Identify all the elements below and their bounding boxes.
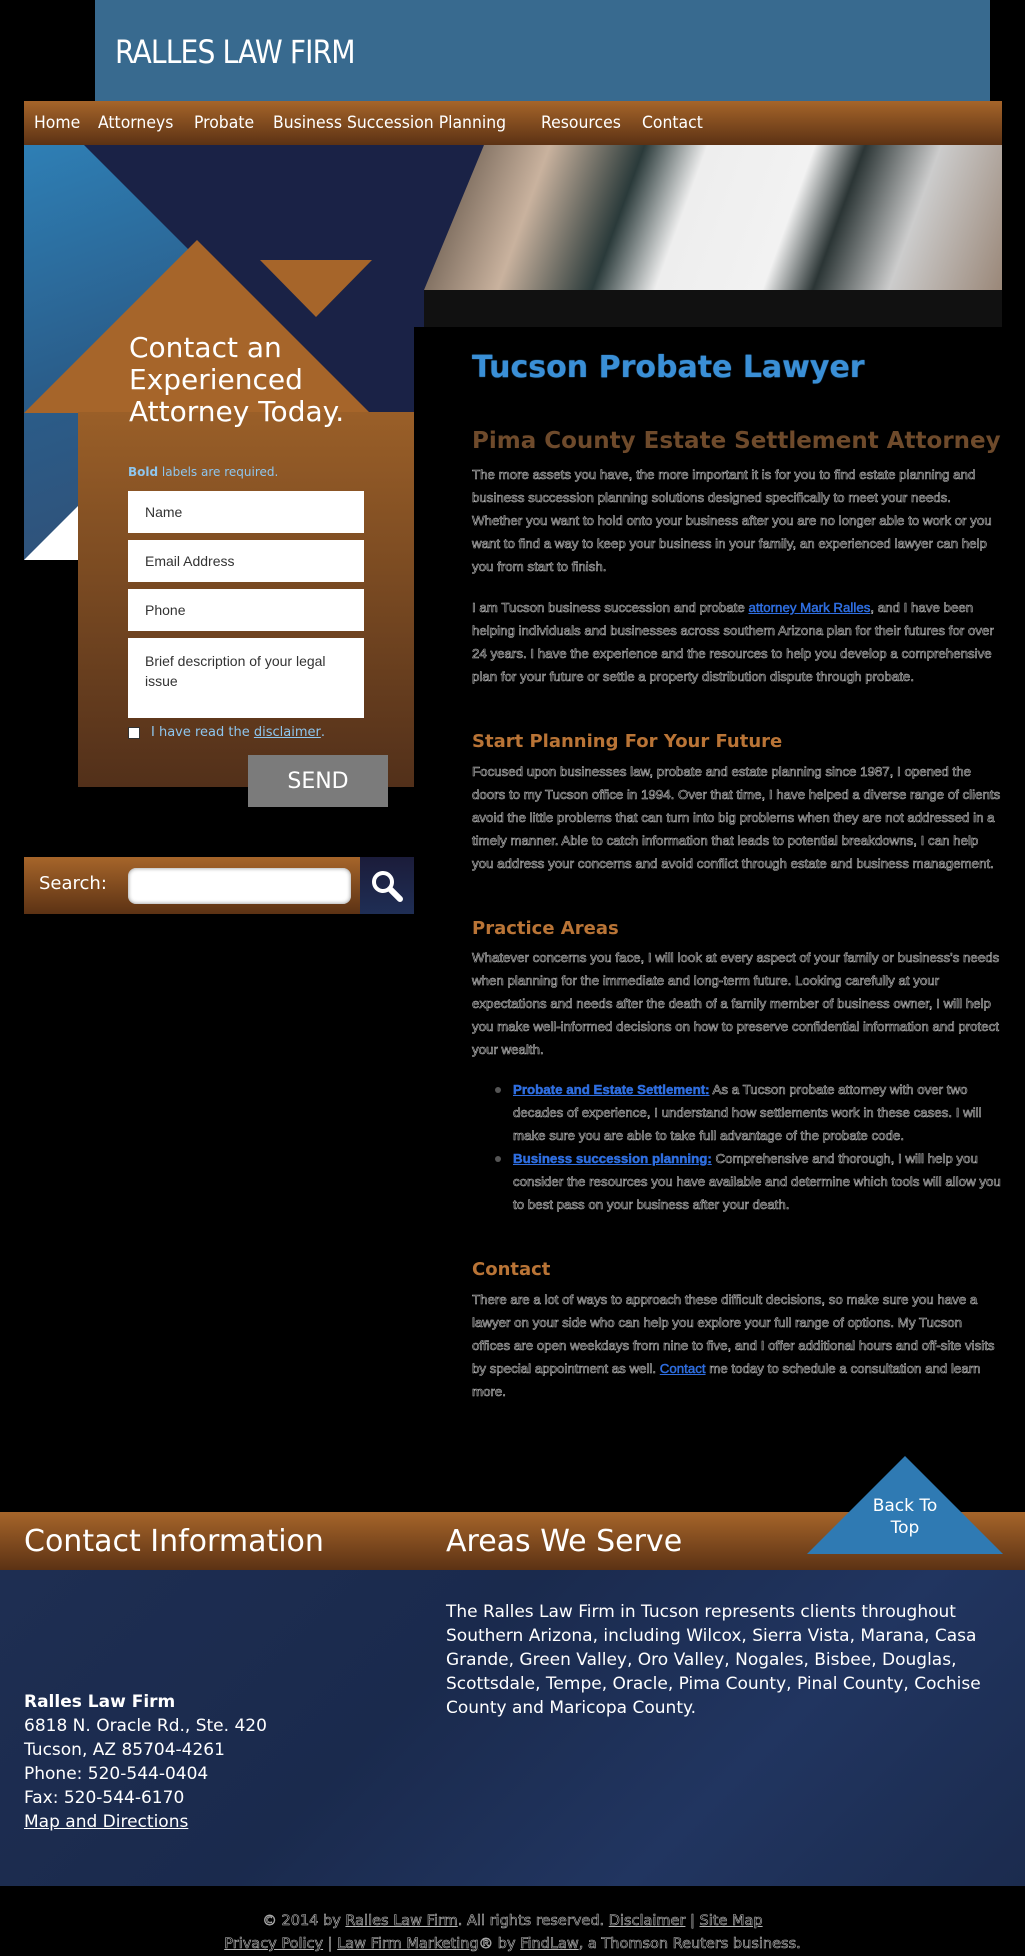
email-field[interactable] [128, 540, 364, 582]
section-heading-contact: Contact [472, 1259, 551, 1280]
fax-number: Fax: 520-544-6170 [24, 1788, 185, 1808]
copyright-suffix: , a Thomson Reuters business. [578, 1936, 801, 1952]
hero-dark-bar [424, 290, 1002, 327]
white-triangle-decor [24, 505, 79, 560]
contact-link[interactable]: Contact [659, 1361, 706, 1376]
disclaimer-checkbox[interactable] [128, 727, 140, 739]
nav-item-business-succession-planning[interactable]: Business Succession Planning [273, 113, 507, 133]
address-line-2: Tucson, AZ 85704-4261 [24, 1740, 225, 1760]
list-item [513, 1078, 1003, 1147]
disclaimer-link[interactable]: disclaimer [253, 725, 321, 740]
search-icon [370, 869, 404, 903]
copyright [0, 1910, 1025, 1956]
list-item [513, 1147, 1003, 1216]
back-to-top-label[interactable]: Back To Top [872, 1496, 938, 1538]
nav-item-resources[interactable]: Resources [540, 113, 621, 133]
email-placeholder: Email Address [145, 553, 235, 569]
about-paragraph [472, 596, 1002, 688]
contact-information-heading: Contact Information [24, 1524, 324, 1559]
by-text: ® by [478, 1936, 521, 1952]
search-button[interactable] [360, 857, 414, 914]
search-input[interactable] [128, 868, 351, 904]
required-bold: Bold [128, 465, 159, 479]
planning-paragraph: Focused upon businesses law, probate and estate planning since 1987, I opened the doors to my Tucson office in 1994. Over that time, I have helped a diverse range of clients avoid the little problems that can turn into big problems when they are not addressed in a timely manner. Able to catch information that leads to potential breakdowns, I can help you address your concerns and avoid conflict through estate and business management. [472, 764, 1001, 871]
hero-photo-documents [424, 145, 1002, 290]
phone-placeholder: Phone [145, 602, 186, 618]
business-succession-planning-link[interactable]: Business succession planning: [513, 1151, 712, 1166]
nav-item-probate[interactable]: Probate [194, 113, 255, 133]
areas-served-text: The Ralles Law Firm in Tucson represents clients throughout Southern Arizona, including Wilcox, Sierra Vista, Marana, Casa Grande, Green Valley, Oro Valley, Nogales, Bisbee, Douglas, Scottsdale, Tempe, Oracle, Pima County, Pinal County, Cochise County and Maricopa County. [446, 1602, 981, 1718]
description-placeholder: Brief description of your legal issue [145, 653, 326, 689]
page-title: Tucson Probate Lawyer [472, 350, 865, 385]
contact-text-pre: There are a lot of ways to approach these difficult decisions, so make sure you have a lawyer on your side who can help you explore your full range of options. My Tucson offices are open weekdays from nine to five, and I offer additional hours and off-site visits by special appointment as well. [472, 1292, 995, 1376]
checkbox-label-prefix: I have read the [151, 725, 250, 740]
separator: | [323, 1936, 338, 1952]
section-heading-practice-areas: Practice Areas [472, 918, 619, 939]
section-heading-planning: Start Planning For Your Future [472, 731, 783, 752]
practice-areas-list [513, 1078, 1003, 1216]
about-text-post: , and I have been helping individuals and businesses across southern Arizona plan for their futures for over 24 years. I have the experience and the resources to help you develop a comprehensive plan for your future or settle a property distribution dispute through probate. [472, 600, 994, 684]
nav-item-contact[interactable]: Contact [641, 113, 703, 133]
name-placeholder: Name [145, 504, 183, 520]
contact-form-title: Contact an Experienced Attorney Today. [129, 331, 345, 428]
nav-item-home[interactable]: Home [34, 113, 81, 133]
about-text-pre: I am Tucson business succession and probate [472, 600, 749, 615]
contact-text-post: me today to schedule a consultation and learn more. [472, 1361, 981, 1399]
required-note [128, 465, 278, 479]
page-subtitle: Pima County Estate Settlement Attorney [472, 428, 1001, 454]
copyright-mid: . All rights reserved. [457, 1913, 609, 1929]
site-title[interactable]: RALLES LAW FIRM [115, 33, 355, 71]
findlaw-link[interactable]: FindLaw [520, 1936, 579, 1952]
areas-we-serve-heading: Areas We Serve [446, 1524, 683, 1559]
list-item-text: Comprehensive and thorough, I will help you consider the resources you have available and determine which tools will allow you to best pass on your business after your death. [513, 1151, 1001, 1212]
firm-name: Ralles Law Firm [24, 1692, 176, 1712]
checkbox-label-suffix: . [320, 725, 326, 740]
probate-estate-settlement-link[interactable]: Probate and Estate Settlement: [513, 1082, 710, 1097]
contact-info-block [24, 1690, 267, 1834]
list-item-text: As a Tucson probate attorney with over two decades of experience, I understand how settlements work in these cases. I will make sure you are able to take full advantage of the probate code. [513, 1082, 982, 1143]
search-label: Search: [39, 873, 107, 894]
contact-paragraph [472, 1288, 1002, 1403]
hero-photo-diagonal [424, 145, 484, 290]
site-map-link[interactable]: Site Map [699, 1913, 763, 1929]
intro-paragraph: The more assets you have, the more important it is for you to find estate planning and business succession planning solutions designed specifically to meet your needs. Whether you want to hold onto your business after you are no longer able to work or you want to find a way to keep your business in your family, an experienced lawyer can help you from start to finish. [472, 467, 992, 574]
phone-field[interactable] [128, 589, 364, 631]
privacy-policy-link[interactable]: Privacy Policy [224, 1936, 324, 1952]
disclaimer-checkbox-row [128, 725, 325, 740]
law-firm-marketing-link[interactable]: Law Firm Marketing [337, 1936, 479, 1952]
main-nav [24, 101, 1002, 145]
name-field[interactable] [128, 491, 364, 533]
firm-link[interactable]: Ralles Law Firm [345, 1913, 458, 1929]
disclaimer-footer-link[interactable]: Disclaimer [608, 1913, 686, 1929]
nav-item-attorneys[interactable]: Attorneys [98, 113, 174, 133]
attorney-mark-ralles-link[interactable]: attorney Mark Ralles [748, 600, 871, 615]
phone-number: Phone: 520-544-0404 [24, 1764, 209, 1784]
copyright-prefix: © 2014 by [262, 1913, 346, 1929]
send-button[interactable]: SEND [248, 755, 388, 807]
address-line-1: 6818 N. Oracle Rd., Ste. 420 [24, 1716, 267, 1736]
required-rest: labels are required. [158, 465, 279, 479]
separator: | [685, 1913, 700, 1929]
map-directions-link[interactable]: Map and Directions [24, 1812, 189, 1832]
practice-areas-paragraph: Whatever concerns you face, I will look at every aspect of your family or business's needs when planning for the immediate and long-term future. Looking carefully at your expectations and needs after the death of a family member of business owner, I will help you make well-informed decisions on how to preserve confidential information and protect your wealth. [472, 950, 1000, 1057]
description-textarea[interactable] [128, 638, 364, 718]
